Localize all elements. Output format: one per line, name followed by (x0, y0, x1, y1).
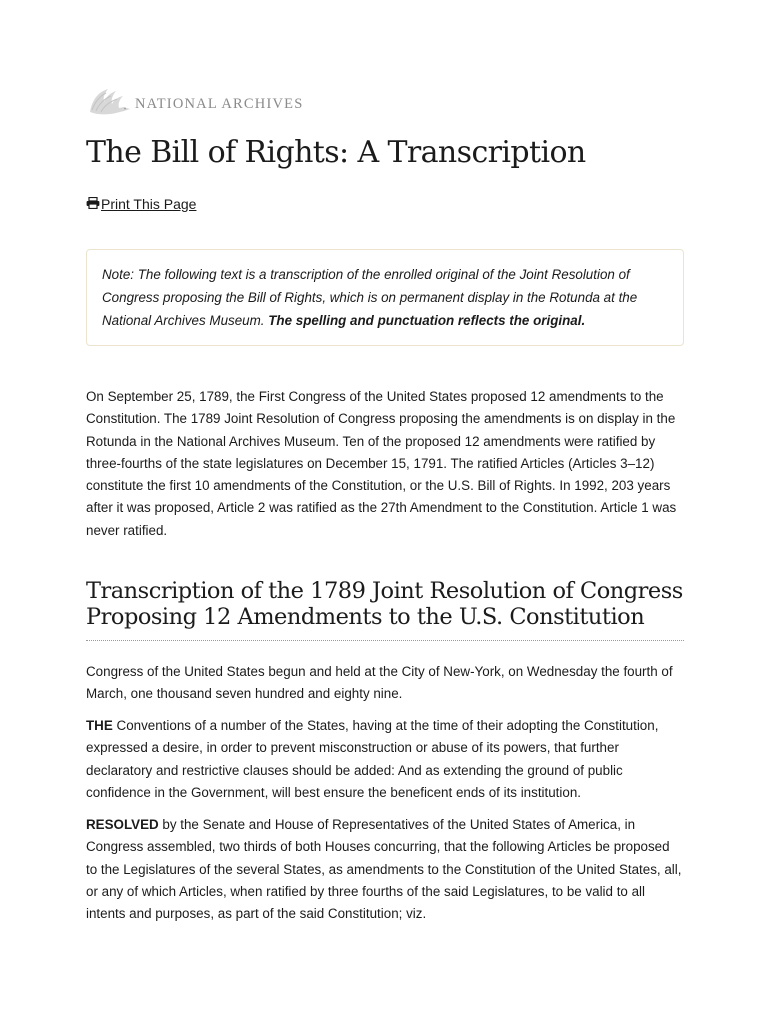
paragraph-lead: THE (86, 718, 113, 733)
paragraph-text: Congress of the United States begun and held at the City of New-York, on Wednesday the fourth of March, one thousand seven hundred and eighty nine. (86, 664, 673, 702)
transcription-paragraph (86, 715, 684, 804)
paragraph-lead: RESOLVED (86, 817, 159, 832)
page-title: The Bill of Rights: A Transcription (86, 135, 586, 170)
logo-text: NATIONAL ARCHIVES (135, 95, 304, 112)
national-archives-logo[interactable] (86, 84, 304, 120)
eagle-icon (86, 86, 132, 118)
transcription-paragraph (86, 661, 684, 706)
intro-paragraph: On September 25, 1789, the First Congress of the United States proposed 12 amendments to the Constitution. The 1789 Joint Resolution of Congress proposing the amendments is on display in the Rotunda in the National Archives Museum. Ten of the proposed 12 amendments were ratified by three-fourths of the state legislatures on December 15, 1791. The ratified Articles (Articles 3–12) constitute the first 10 amendments of the Constitution, or the U.S. Bill of Rights. In 1992, 203 years after it was proposed, Article 2 was ratified as the 27th Amendment to the Constitution. Article 1 was never ratified. (86, 389, 677, 538)
note-text: Note: The following text is a transcription of the enrolled original of the Joint Resolution of Congress proposing the Bill of Rights, which is on permanent display in the Rotunda at the National Archives Museum. (102, 267, 638, 328)
printer-icon (86, 196, 101, 212)
section-divider (86, 640, 684, 641)
print-label: Print This Page (101, 196, 197, 212)
paragraph-text: Conventions of a number of the States, having at the time of their adopting the Constitution, expressed a desire, in order to prevent misconstruction or abuse of its powers, that further declaratory and restrictive clauses should be added: And as extending the ground of public confidence in the Government, will best ensure the beneficent ends of its institution. (86, 718, 659, 800)
transcription-paragraph (86, 814, 684, 925)
paragraph-text: by the Senate and House of Representatives of the United States of America, in Congress assembled, two thirds of both Houses concurring, that the following Articles be proposed to the Legislatures of the several States, as amendments to the Constitution of the United States, all, or any of which Articles, when ratified by three fourths of the said Legislatures, to be valid to all intents and purposes, as part of the said Constitution; viz. (86, 817, 682, 922)
note-emphasis: The spelling and punctuation reflects the original. (268, 313, 586, 328)
section-heading: Transcription of the 1789 Joint Resolution of Congress Proposing 12 Amendments to the U.S. Constitution (86, 578, 683, 630)
print-page-link[interactable] (86, 196, 196, 212)
transcription-note (86, 249, 684, 346)
